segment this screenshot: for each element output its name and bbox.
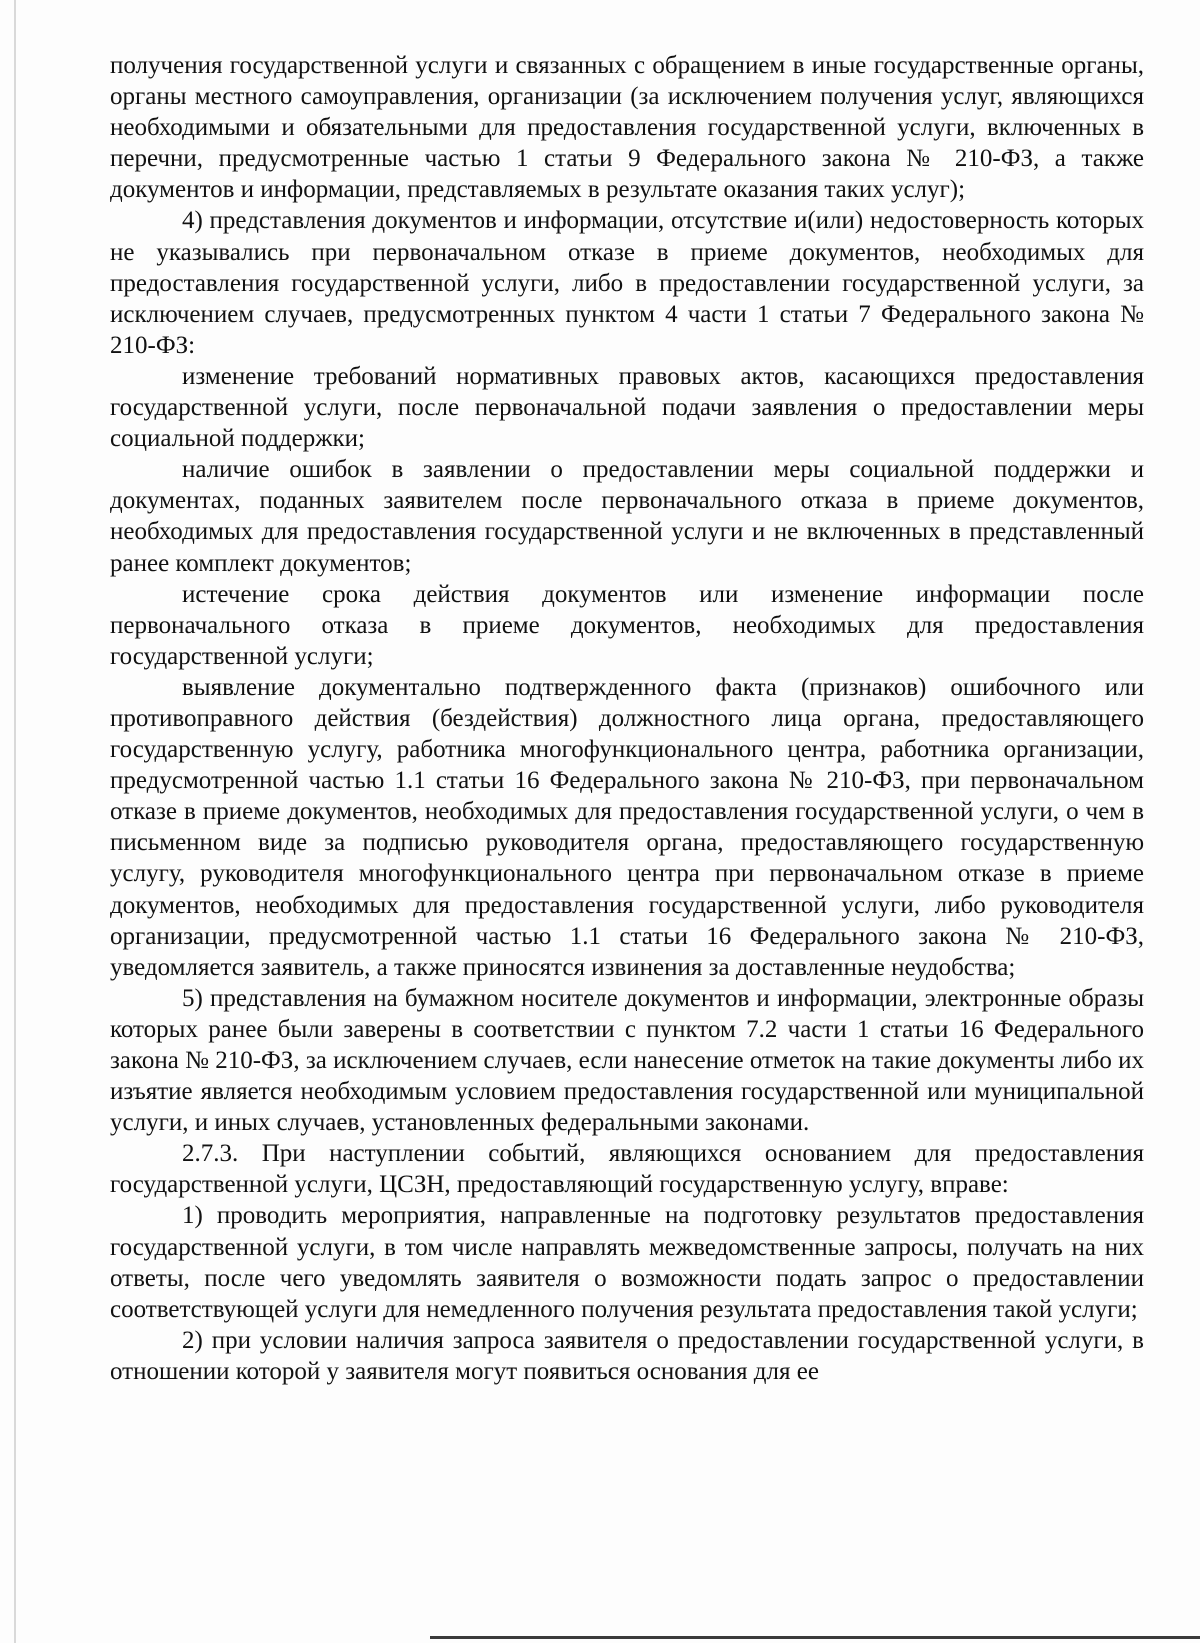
paragraph-errors: наличие ошибок в заявлении о предоставлении меры социальной поддержки и документах, поданных заявителем после первоначального отказа в приеме документов, необходимых для предоставления государственной услуги и не включенных в представленный ранее комплект документов; bbox=[110, 456, 1144, 577]
paragraph-item-5: 5) представления на бумажном носителе документов и информации, электронные образы которых ранее были заверены в соответствии с пунктом 7.2 части 1 статьи 16 Федерального закона № 210-ФЗ, за исключением случаев, если нанесение отметок на такие документы либо их изъятие является необходимым условием предоставления государственной или муниципальной услуги, и иных случаев, установленных федеральными законами. bbox=[110, 984, 1144, 1137]
scan-bottom-edge bbox=[430, 1636, 1200, 1639]
paragraph-misconduct: выявление документально подтвержденного факта (признаков) ошибочного или противоправного действия (бездействия) должностного лица органа, предоставляющего государственную услугу, работника многофункционального центра, работника организации, предусмотренной частью 1.1 статьи 16 Федерального закона № 210-ФЗ, при первоначальном отказе в приеме документов, необходимых для предоставления государственной услуги, о чем в письменном виде за подписью руководителя органа, предоставляющего государственную услугу, руководителя многофункционального центра при первоначальном отказе в приеме документов, необходимых для предоставления государственной услуги, либо руководителя организации, предусмотренной частью 1.1 статьи 16 Федерального закона № 210-ФЗ, уведомляется заявитель, а также приносятся извинения за доставленные неудобства; bbox=[110, 673, 1144, 981]
paragraph-requirements-change: изменение требований нормативных правовых актов, касающихся предоставления государственной услуги, после первоначальной подачи заявления о предоставлении меры социальной поддержки; bbox=[110, 362, 1144, 453]
paragraph-continuation: получения государственной услуги и связанных с обращением в иные государственные органы, органы местного самоуправления, организации (за исключением получения услуг, являющихся необходимыми и обязательными для предоставления государственной услуги, включенных в перечни, предусмотренные частью 1 статьи 9 Федерального закона № 210-ФЗ, а также документов и информации, представляемых в результате оказания таких услуг); bbox=[110, 52, 1144, 204]
paragraph-section-2-7-3: 2.7.3. При наступлении событий, являющихся основанием для предоставления государственной услуги, ЦСЗН, предоставляющий государственную услугу, вправе: bbox=[110, 1140, 1144, 1199]
document-body bbox=[110, 50, 1144, 1387]
paragraph-subitem-2: 2) при условии наличия запроса заявителя о предоставлении государственной услуги, в отношении которой у заявителя могут появиться основания для ее bbox=[110, 1326, 1144, 1385]
paragraph-subitem-1: 1) проводить мероприятия, направленные на подготовку результатов предоставления государственной услуги, в том числе направлять межведомственные запросы, получать на них ответы, после чего уведомлять заявителя о возможности подать запрос о предоставлении соответствующей услуги для немедленного получения результата предоставления такой услуги; bbox=[110, 1202, 1144, 1323]
scan-left-edge bbox=[14, 0, 16, 1643]
paragraph-expiry: истечение срока действия документов или изменение информации после первоначального отказа в приеме документов, необходимых для предоставления государственной услуги; bbox=[110, 580, 1144, 670]
paragraph-item-4: 4) представления документов и информации, отсутствие и(или) недостоверность которых не указывались при первоначальном отказе в приеме документов, необходимых для предоставления государственной услуги, либо в предоставлении государственной услуги, за исключением случаев, предусмотренных пунктом 4 части 1 статьи 7 Федерального закона № 210-ФЗ: bbox=[110, 207, 1144, 359]
